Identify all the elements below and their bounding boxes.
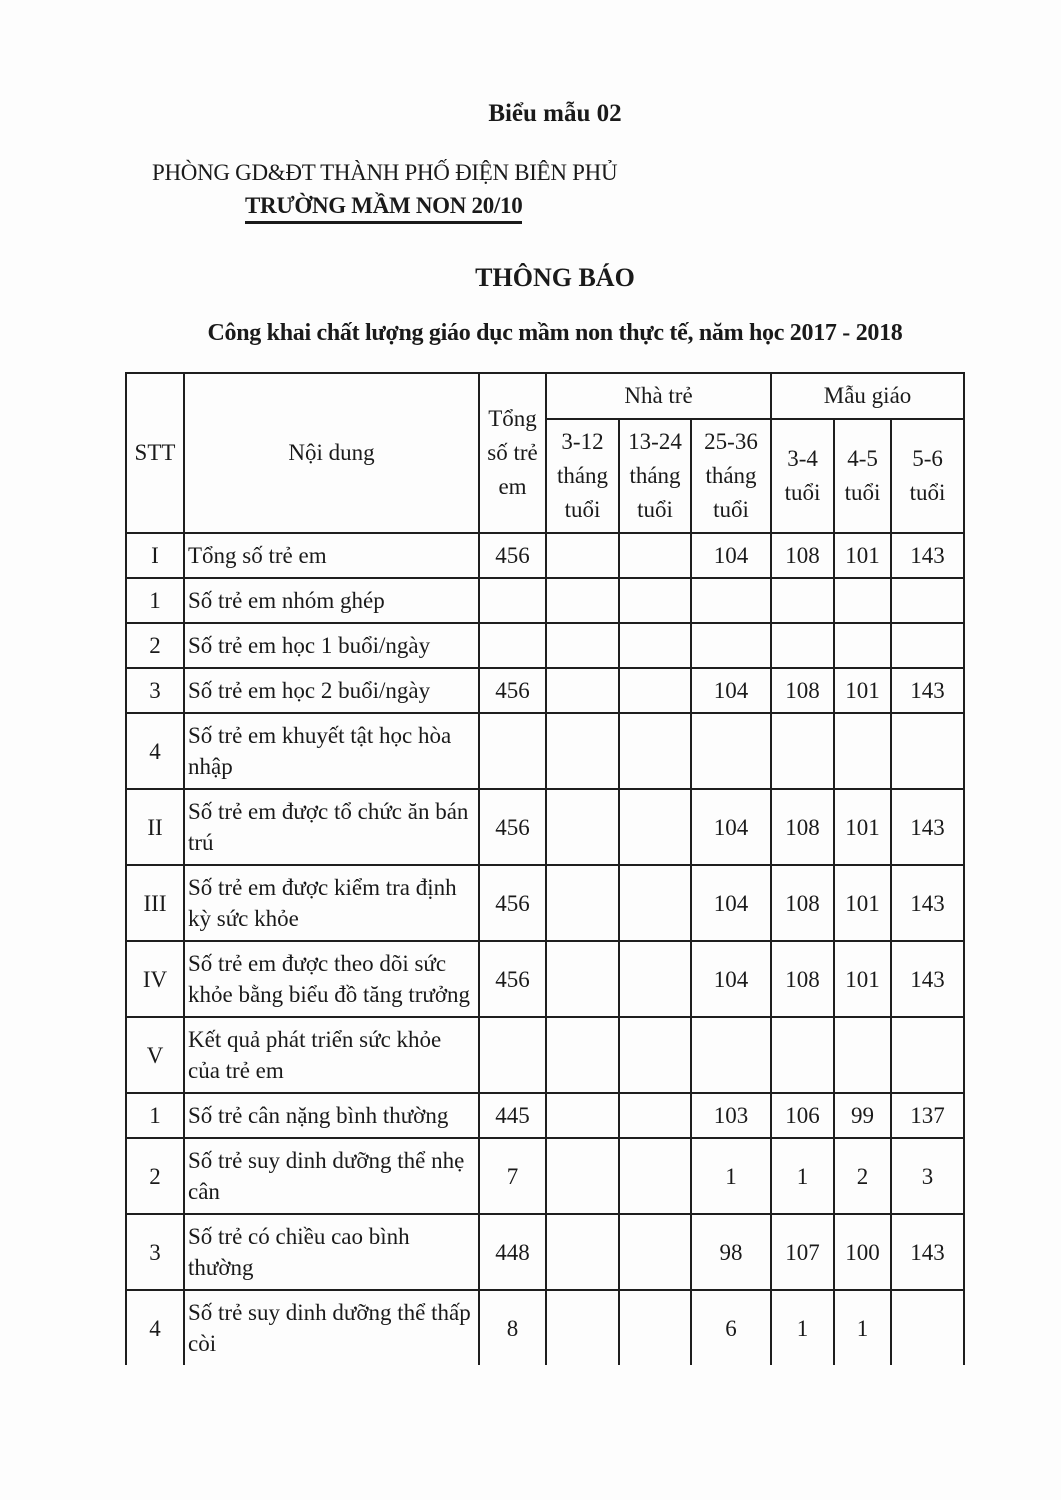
table-row [126,789,964,865]
row-value [771,578,834,623]
row-value: 101 [834,533,891,578]
row-stt: III [126,865,184,941]
row-value [891,623,964,668]
row-value: 106 [771,1093,834,1138]
row-value: 100 [834,1214,891,1290]
row-value [546,713,619,789]
row-value: 108 [771,668,834,713]
row-value [834,578,891,623]
row-value [771,713,834,789]
header-noi-dung: Nội dung [184,373,479,533]
row-value [619,941,691,1017]
row-value [619,1214,691,1290]
row-value: 101 [834,789,891,865]
school-name: TRƯỜNG MẦM NON 20/10 [245,193,522,224]
row-value [619,1290,691,1365]
row-value [691,713,771,789]
form-number-label: Biểu mẫu 02 [488,100,622,127]
row-value [619,865,691,941]
row-stt: 3 [126,668,184,713]
table-row [126,865,964,941]
row-value: 103 [691,1093,771,1138]
row-value: 1 [771,1138,834,1214]
row-value [546,1017,619,1093]
header-age-13-24: 13-24 tháng tuổi [619,419,691,533]
row-label: Số trẻ cân nặng bình thường [184,1093,479,1138]
row-value [619,533,691,578]
row-value [691,578,771,623]
row-value: 108 [771,865,834,941]
row-value: 6 [691,1290,771,1365]
table-row [126,533,964,578]
row-value: 99 [834,1093,891,1138]
row-stt: I [126,533,184,578]
row-value: 2 [834,1138,891,1214]
row-value [771,623,834,668]
table-row [126,1093,964,1138]
row-value [834,623,891,668]
row-value: 456 [479,533,546,578]
row-value: 456 [479,941,546,1017]
row-value [691,1017,771,1093]
row-value: 104 [691,533,771,578]
row-value: 456 [479,865,546,941]
row-stt: II [126,789,184,865]
row-value: 143 [891,1214,964,1290]
row-value: 1 [834,1290,891,1365]
row-label: Số trẻ có chiều cao bình thường [184,1214,479,1290]
row-value [691,623,771,668]
row-stt: 2 [126,623,184,668]
table-row [126,1017,964,1093]
table-row [126,578,964,623]
header-group-nha-tre: Nhà trẻ [546,373,771,419]
row-value [546,1290,619,1365]
row-stt: 3 [126,1214,184,1290]
row-value [771,1017,834,1093]
notice-title: THÔNG BÁO [475,263,635,292]
row-value: 107 [771,1214,834,1290]
row-value [891,1290,964,1365]
table-row [126,668,964,713]
quality-report-table [125,372,965,1365]
row-value [619,668,691,713]
row-value [546,941,619,1017]
header-group-mau-giao: Mẫu giáo [771,373,964,419]
row-value [891,1017,964,1093]
row-value [891,578,964,623]
row-value: 143 [891,789,964,865]
table-row [126,1138,964,1214]
row-label: Số trẻ suy dinh dưỡng thể thấp còi [184,1290,479,1365]
row-label: Số trẻ em được kiểm tra định kỳ sức khỏe [184,865,479,941]
row-value: 137 [891,1093,964,1138]
row-stt: 1 [126,1093,184,1138]
row-stt: 4 [126,1290,184,1365]
row-stt: 1 [126,578,184,623]
row-value [546,533,619,578]
row-value: 143 [891,533,964,578]
table-header [126,373,964,533]
report-subtitle: Công khai chất lượng giáo dục mầm non thực tế, năm học 2017 - 2018 [207,320,903,346]
row-value [546,578,619,623]
row-value: 445 [479,1093,546,1138]
row-value: 448 [479,1214,546,1290]
row-value [834,713,891,789]
row-value: 1 [771,1290,834,1365]
row-stt: 4 [126,713,184,789]
header-age-5-6: 5-6 tuổi [891,419,964,533]
row-value: 104 [691,668,771,713]
row-value [891,713,964,789]
table-row [126,1214,964,1290]
header-row-groups [126,373,964,419]
table-row [126,941,964,1017]
row-value: 3 [891,1138,964,1214]
table-body [126,533,964,1365]
row-value [619,1138,691,1214]
row-value [546,668,619,713]
row-label: Số trẻ em học 2 buổi/ngày [184,668,479,713]
row-value [479,713,546,789]
row-value: 143 [891,865,964,941]
row-label: Số trẻ em khuyết tật học hòa nhập [184,713,479,789]
row-value [619,1093,691,1138]
header-tong-so: Tổng số trẻ em [479,373,546,533]
header-age-25-36: 25-36 tháng tuổi [691,419,771,533]
row-label: Kết quả phát triển sức khỏe của trẻ em [184,1017,479,1093]
row-stt: V [126,1017,184,1093]
row-value [479,623,546,668]
header-stt: STT [126,373,184,533]
row-value [619,578,691,623]
row-value: 456 [479,668,546,713]
row-label: Số trẻ em được theo dõi sức khỏe bằng biểu đồ tăng trưởng [184,941,479,1017]
header-age-3-12: 3-12 tháng tuổi [546,419,619,533]
table-row [126,623,964,668]
row-value [619,1017,691,1093]
row-value [619,713,691,789]
row-value [546,1093,619,1138]
row-value [546,623,619,668]
row-value [479,578,546,623]
row-value [619,623,691,668]
row-value: 104 [691,865,771,941]
row-stt: 2 [126,1138,184,1214]
row-label: Số trẻ em nhóm ghép [184,578,479,623]
department-name: PHÒNG GD&ĐT THÀNH PHỐ ĐIỆN BIÊN PHỦ [152,160,618,185]
row-value: 1 [691,1138,771,1214]
row-label: Số trẻ em được tổ chức ăn bán trú [184,789,479,865]
row-label: Số trẻ suy dinh dưỡng thể nhẹ cân [184,1138,479,1214]
row-value [834,1017,891,1093]
row-value [619,789,691,865]
row-value: 104 [691,941,771,1017]
row-value: 108 [771,789,834,865]
row-value: 456 [479,789,546,865]
row-value: 101 [834,668,891,713]
row-value [479,1017,546,1093]
row-value: 8 [479,1290,546,1365]
row-value: 104 [691,789,771,865]
row-value: 101 [834,941,891,1017]
row-value: 108 [771,941,834,1017]
row-value [546,1214,619,1290]
row-value: 98 [691,1214,771,1290]
row-value: 101 [834,865,891,941]
table-row [126,713,964,789]
row-value [546,865,619,941]
row-value [546,1138,619,1214]
header-age-3-4: 3-4 tuổi [771,419,834,533]
row-value: 108 [771,533,834,578]
row-value: 143 [891,941,964,1017]
row-value: 7 [479,1138,546,1214]
row-stt: IV [126,941,184,1017]
header-age-4-5: 4-5 tuổi [834,419,891,533]
row-value [546,789,619,865]
row-label: Tổng số trẻ em [184,533,479,578]
table-row [126,1290,964,1365]
row-label: Số trẻ em học 1 buổi/ngày [184,623,479,668]
row-value: 143 [891,668,964,713]
